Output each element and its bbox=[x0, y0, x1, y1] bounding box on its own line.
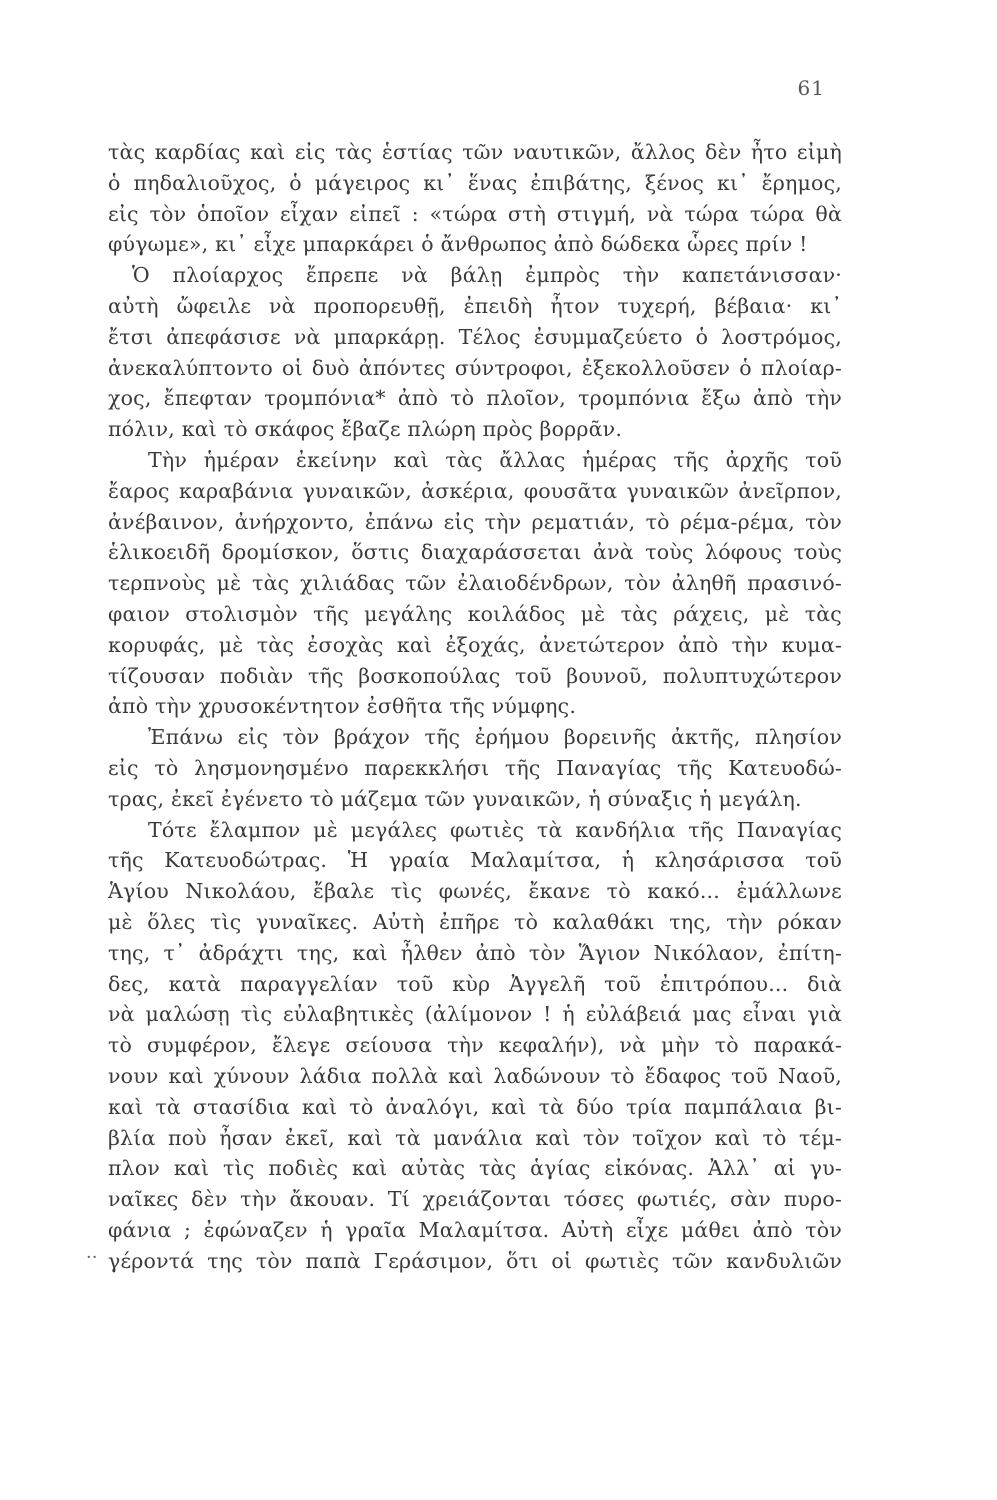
text-line: τὰς καρδίας καὶ εἰς τὰς ἑστίας τῶν ναυτικῶν, ἄλλος δὲν ἦτο εἰμὴ bbox=[108, 140, 842, 164]
text-line: Τὴν ἡμέραν ἐκείνην καὶ τὰς ἄλλας ἡμέρας τῆς ἀρχῆς τοῦ bbox=[148, 447, 842, 472]
text-line: φαιον στολισμὸν τῆς μεγάλης κοιλάδος μὲ τὰς ράχεις, μὲ τὰς bbox=[108, 601, 842, 626]
text-line: κορυφάς, μὲ τὰς ἐσοχὰς καὶ ἐξοχάς, ἀνετώτερον ἀπὸ τὴν κυμα- bbox=[108, 632, 842, 657]
text-line: Ἐπάνω εἰς τὸν βράχον τῆς ἐρήμου βορεινῆς ἀκτῆς, πλησίον bbox=[148, 725, 842, 750]
text-line: ναῖκες δὲν τὴν ἄκουαν. Τί χρειάζονται τόσες φωτιές, σὰν πυρο- bbox=[108, 1187, 842, 1212]
text-line: τρας, ἐκεῖ ἐγένετο τὸ μάζεμα τῶν γυναικῶν, ἡ σύναξις ἡ μεγάλη. bbox=[108, 786, 802, 811]
body-text bbox=[108, 137, 842, 1276]
text-line: καὶ τὰ στασίδια καὶ τὸ ἀναλόγι, καὶ τὰ δύο τρία παμπάλαια βι- bbox=[108, 1094, 842, 1119]
text-line: ἑλικοειδῆ δρομίσκον, ὅστις διαχαράσσεται ἀνὰ τοὺς λόφους τοὺς bbox=[108, 540, 842, 565]
text-line: τίζουσαν ποδιὰν τῆς βοσκοπούλας τοῦ βουνοῦ, πολυπτυχώτερον bbox=[108, 663, 842, 688]
text-line: δες, κατὰ παραγγελίαν τοῦ κὺρ Ἀγγελῆ τοῦ ἐπιτρόπου... διὰ bbox=[108, 971, 842, 996]
text-line: τῆς Κατευοδώτρας. Ἡ γραία Μαλαμίτσα, ἡ κλησάρισσα τοῦ bbox=[108, 848, 842, 873]
text-line: εἰς τὸν ὁποῖον εἶχαν εἰπεῖ : «τώρα στὴ στιγμή, νὰ τώρα τώρα θὰ bbox=[108, 201, 842, 226]
text-line: πόλιν, καὶ τὸ σκάφος ἔβαζε πλώρη πρὸς βορρᾶν. bbox=[108, 417, 623, 442]
page-number: 61 bbox=[797, 76, 825, 100]
text-line: ὁ πηδαλιοῦχος, ὁ μάγειρος κι᾽ ἕνας ἐπιβάτης, ξένος κι᾽ ἔρημος, bbox=[108, 170, 842, 195]
text-line: ἀνεκαλύπτοντο οἱ δυὸ ἀπόντες σύντροφοι, ἐξεκολλοῦσεν ὁ πλοίαρ- bbox=[108, 355, 842, 380]
text-line: γέροντά της τὸν παπὰ Γεράσιμον, ὅτι οἱ φωτιὲς τῶν κανδυλιῶν bbox=[108, 1248, 842, 1273]
text-line: ἔτσι ἀπεφάσισε νὰ μπαρκάρῃ. Τέλος ἐσυμμαζεύετο ὁ λοστρόμος, bbox=[108, 324, 842, 349]
text-line: Τότε ἔλαμπον μὲ μεγάλες φωτιὲς τὰ κανδήλια τῆς Παναγίας bbox=[148, 817, 842, 842]
text-line: Ὁ πλοίαρχος ἔπρεπε νὰ βάλῃ ἐμπρὸς τὴν καπετάνισσαν· bbox=[132, 263, 842, 288]
text-line: φύγωμε», κι᾽ εἶχε μπαρκάρει ὁ ἄνθρωπος ἀπὸ δώδεκα ὧρες πρίν ! bbox=[108, 232, 808, 257]
text-line: πλον καὶ τὶς ποδιὲς καὶ αὐτὰς τὰς ἁγίας εἰκόνας. Ἀλλ᾽ αἱ γυ- bbox=[108, 1156, 842, 1181]
text-line: ἀνέβαινον, ἀνήρχοντο, ἐπάνω εἰς τὴν ρεματιάν, τὸ ρέμα-ρέμα, τὸν bbox=[108, 509, 842, 534]
text-line: νὰ μαλώσῃ τὶς εὐλαβητικὲς (ἀλίμονον ! ἡ εὐλάβειά μας εἶναι γιὰ bbox=[108, 1002, 842, 1027]
text-line: ἔαρος καραβάνια γυναικῶν, ἀσκέρια, φουσᾶτα γυναικῶν ἀνεῖρπον, bbox=[108, 478, 842, 503]
text-line: νουν καὶ χύνουν λάδια πολλὰ καὶ λαδώνουν τὸ ἔδαφος τοῦ Ναοῦ, bbox=[108, 1063, 842, 1088]
text-line: ἀπὸ τὴν χρυσοκέντητον ἐσθῆτα τῆς νύμφης. bbox=[108, 694, 577, 719]
text-line: της, τ᾽ ἀδράχτι της, καὶ ἦλθεν ἀπὸ τὸν Ἅγιον Νικόλαον, ἐπίτη- bbox=[108, 940, 842, 965]
text-line: τὸ συμφέρον, ἔλεγε σείουσα τὴν κεφαλήν), νὰ μὴν τὸ παρακά- bbox=[108, 1033, 842, 1058]
text-line: βλία ποὺ ἦσαν ἐκεῖ, καὶ τὰ μανάλια καὶ τὸν τοῖχον καὶ τὸ τέμ- bbox=[108, 1125, 842, 1150]
text-line: φάνια ; ἐφώναζεν ἡ γραῖα Μαλαμίτσα. Αὐτὴ εἶχε μάθει ἀπὸ τὸν bbox=[108, 1217, 842, 1242]
text-line: αὐτὴ ὤφειλε νὰ προπορευθῇ, ἐπειδὴ ἦτον τυχερή, βέβαια· κι᾽ bbox=[108, 293, 842, 318]
text-line: μὲ ὅλες τὶς γυναῖκες. Αὐτὴ ἐπῆρε τὸ καλαθάκι της, τὴν ρόκαν bbox=[108, 909, 842, 934]
text-line: εἰς τὸ λησμονησμένο παρεκκλήσι τῆς Παναγίας τῆς Κατευοδώ- bbox=[108, 755, 842, 780]
margin-mark: ·· bbox=[86, 1247, 98, 1268]
text-line: τερπνοὺς μὲ τὰς χιλιάδας τῶν ἐλαιοδένδρων, τὸν ἀληθῆ πρασινό- bbox=[108, 571, 842, 596]
text-line: Ἁγίου Νικολάου, ἔβαλε τὶς φωνές, ἔκανε τὸ κακό... ἐμάλλωνε bbox=[108, 879, 842, 904]
text-line: χος, ἔπεφταν τρομπόνια* ἀπὸ τὸ πλοῖον, τρομπόνια ἔξω ἀπὸ τὴν bbox=[108, 386, 842, 411]
